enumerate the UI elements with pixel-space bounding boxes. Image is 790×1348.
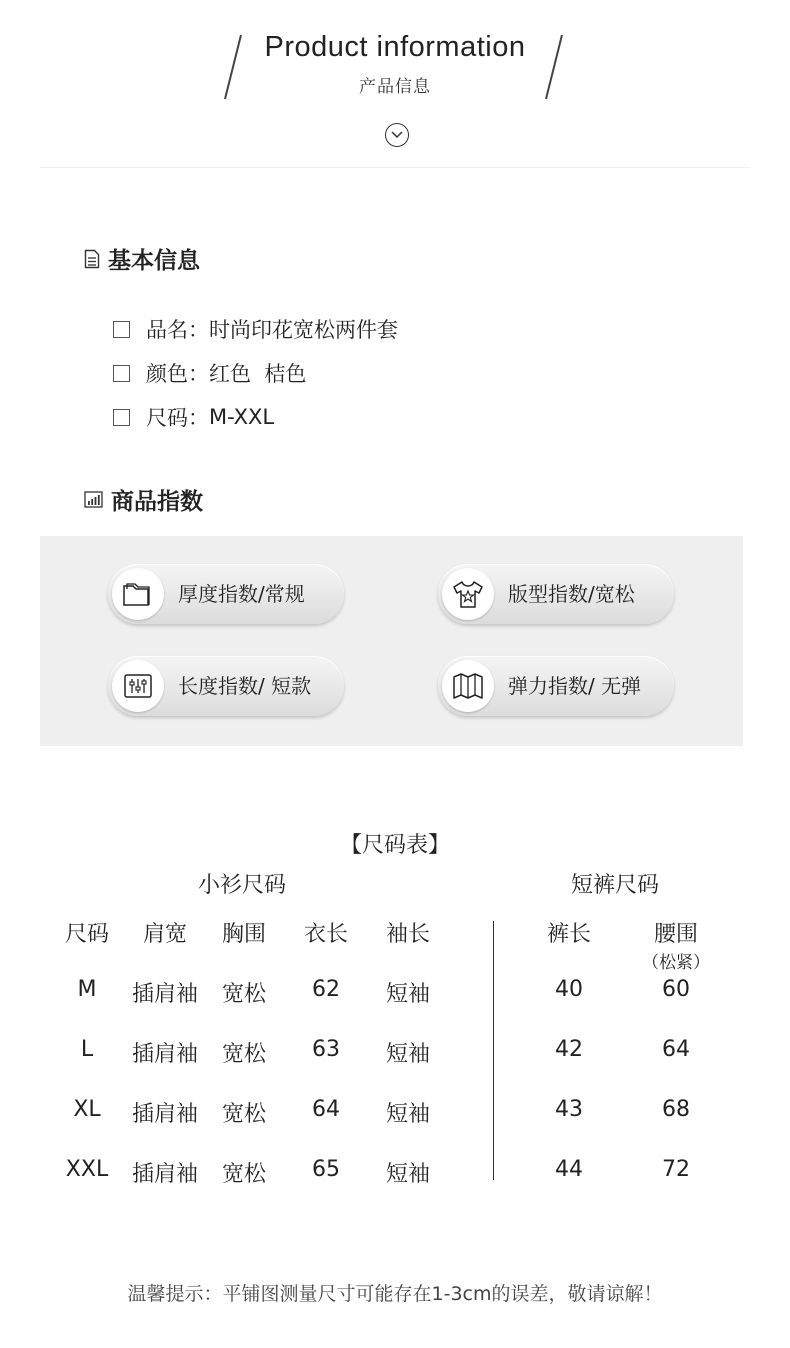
table-cell: 宽松 [221, 1042, 266, 1067]
table-cell: 60 [662, 977, 690, 1002]
measurement-notice: 温馨提示：平铺图测量尺寸可能存在1-3cm的误差，敬请谅解！ [127, 1283, 663, 1305]
table-cell: 短袖 [385, 1102, 430, 1127]
table-cell: 宽松 [221, 982, 266, 1007]
table-cell: 44 [555, 1157, 583, 1182]
checkbox-icon [113, 409, 130, 426]
map-fold-icon [442, 660, 494, 712]
table-header-note: （松紧） [642, 953, 710, 973]
index-pill-thickness [108, 564, 344, 624]
table-cell: 40 [555, 977, 583, 1002]
list-item [113, 314, 398, 344]
table-cell: 插肩袖 [131, 1162, 198, 1187]
basic-info-title: 基本信息 [108, 248, 200, 274]
index-pill-label: 弹力指数/ 无弹 [508, 674, 642, 698]
bar-chart-icon [84, 491, 103, 508]
table-divider [493, 921, 494, 1180]
basic-info-heading [84, 242, 200, 275]
item-label: 品名： [146, 318, 209, 342]
chevron-down-icon[interactable] [385, 123, 409, 147]
item-value: 时尚印花宽松两件套 [209, 318, 398, 342]
sliders-icon [112, 660, 164, 712]
index-pill-length [108, 656, 344, 716]
tshirt-star-icon [442, 568, 494, 620]
table-cell: 68 [662, 1097, 690, 1122]
item-label: 尺码： [146, 406, 209, 430]
table-cell: 72 [662, 1157, 690, 1182]
table-cell: XXL [65, 1157, 109, 1182]
table-cell: 42 [555, 1037, 583, 1062]
index-pill-label: 版型指数/宽松 [508, 582, 635, 606]
table-cell: 短袖 [385, 982, 430, 1007]
table-cell: 宽松 [221, 1162, 266, 1187]
table-cell: 64 [312, 1097, 340, 1122]
index-pill-elasticity [438, 656, 674, 716]
table-cell: 短袖 [385, 1162, 430, 1187]
table-header: 袖长 [385, 922, 430, 947]
table-header: 裤长 [546, 922, 591, 947]
table-header: 衣长 [303, 922, 348, 947]
table-header: 尺码 [64, 922, 109, 947]
item-value: M-XXL [209, 405, 275, 429]
index-panel [40, 536, 743, 746]
table-cell: XL [73, 1097, 101, 1122]
table-header: 胸围 [221, 922, 266, 947]
index-pill-label: 长度指数/ 短款 [178, 674, 312, 698]
table-header: 腰围 [653, 922, 698, 947]
index-pill-label: 厚度指数/常规 [178, 582, 305, 606]
top-size-group-title: 小衫尺码 [197, 873, 286, 898]
table-cell: 43 [555, 1097, 583, 1122]
table-cell: 宽松 [221, 1102, 266, 1127]
table-cell: 插肩袖 [131, 982, 198, 1007]
page-title-en: Product information [264, 31, 526, 63]
page-title-cn: 产品信息 [359, 77, 431, 97]
table-header: 肩宽 [142, 922, 187, 947]
table-cell: 短袖 [385, 1042, 430, 1067]
item-value: 红色 桔色 [209, 362, 307, 386]
list-item [113, 402, 274, 432]
item-label: 颜色： [146, 362, 209, 386]
product-index-title: 商品指数 [111, 489, 203, 515]
table-cell: M [77, 977, 97, 1002]
index-pill-fit [438, 564, 674, 624]
table-cell: 64 [662, 1037, 690, 1062]
table-cell: 插肩袖 [131, 1042, 198, 1067]
bottom-size-group-title: 短裤尺码 [570, 873, 659, 898]
list-item [113, 358, 306, 388]
checkbox-icon [113, 321, 130, 338]
product-index-heading [84, 483, 203, 516]
checkbox-icon [113, 365, 130, 382]
table-cell: 插肩袖 [131, 1102, 198, 1127]
table-cell: 63 [312, 1037, 340, 1062]
table-cell: 62 [312, 977, 340, 1002]
table-cell: 65 [312, 1157, 340, 1182]
document-icon [84, 249, 100, 269]
table-cell: L [80, 1037, 94, 1062]
size-table-title: 【尺码表】 [339, 833, 450, 858]
folder-icon [112, 568, 164, 620]
header-divider [40, 167, 750, 168]
